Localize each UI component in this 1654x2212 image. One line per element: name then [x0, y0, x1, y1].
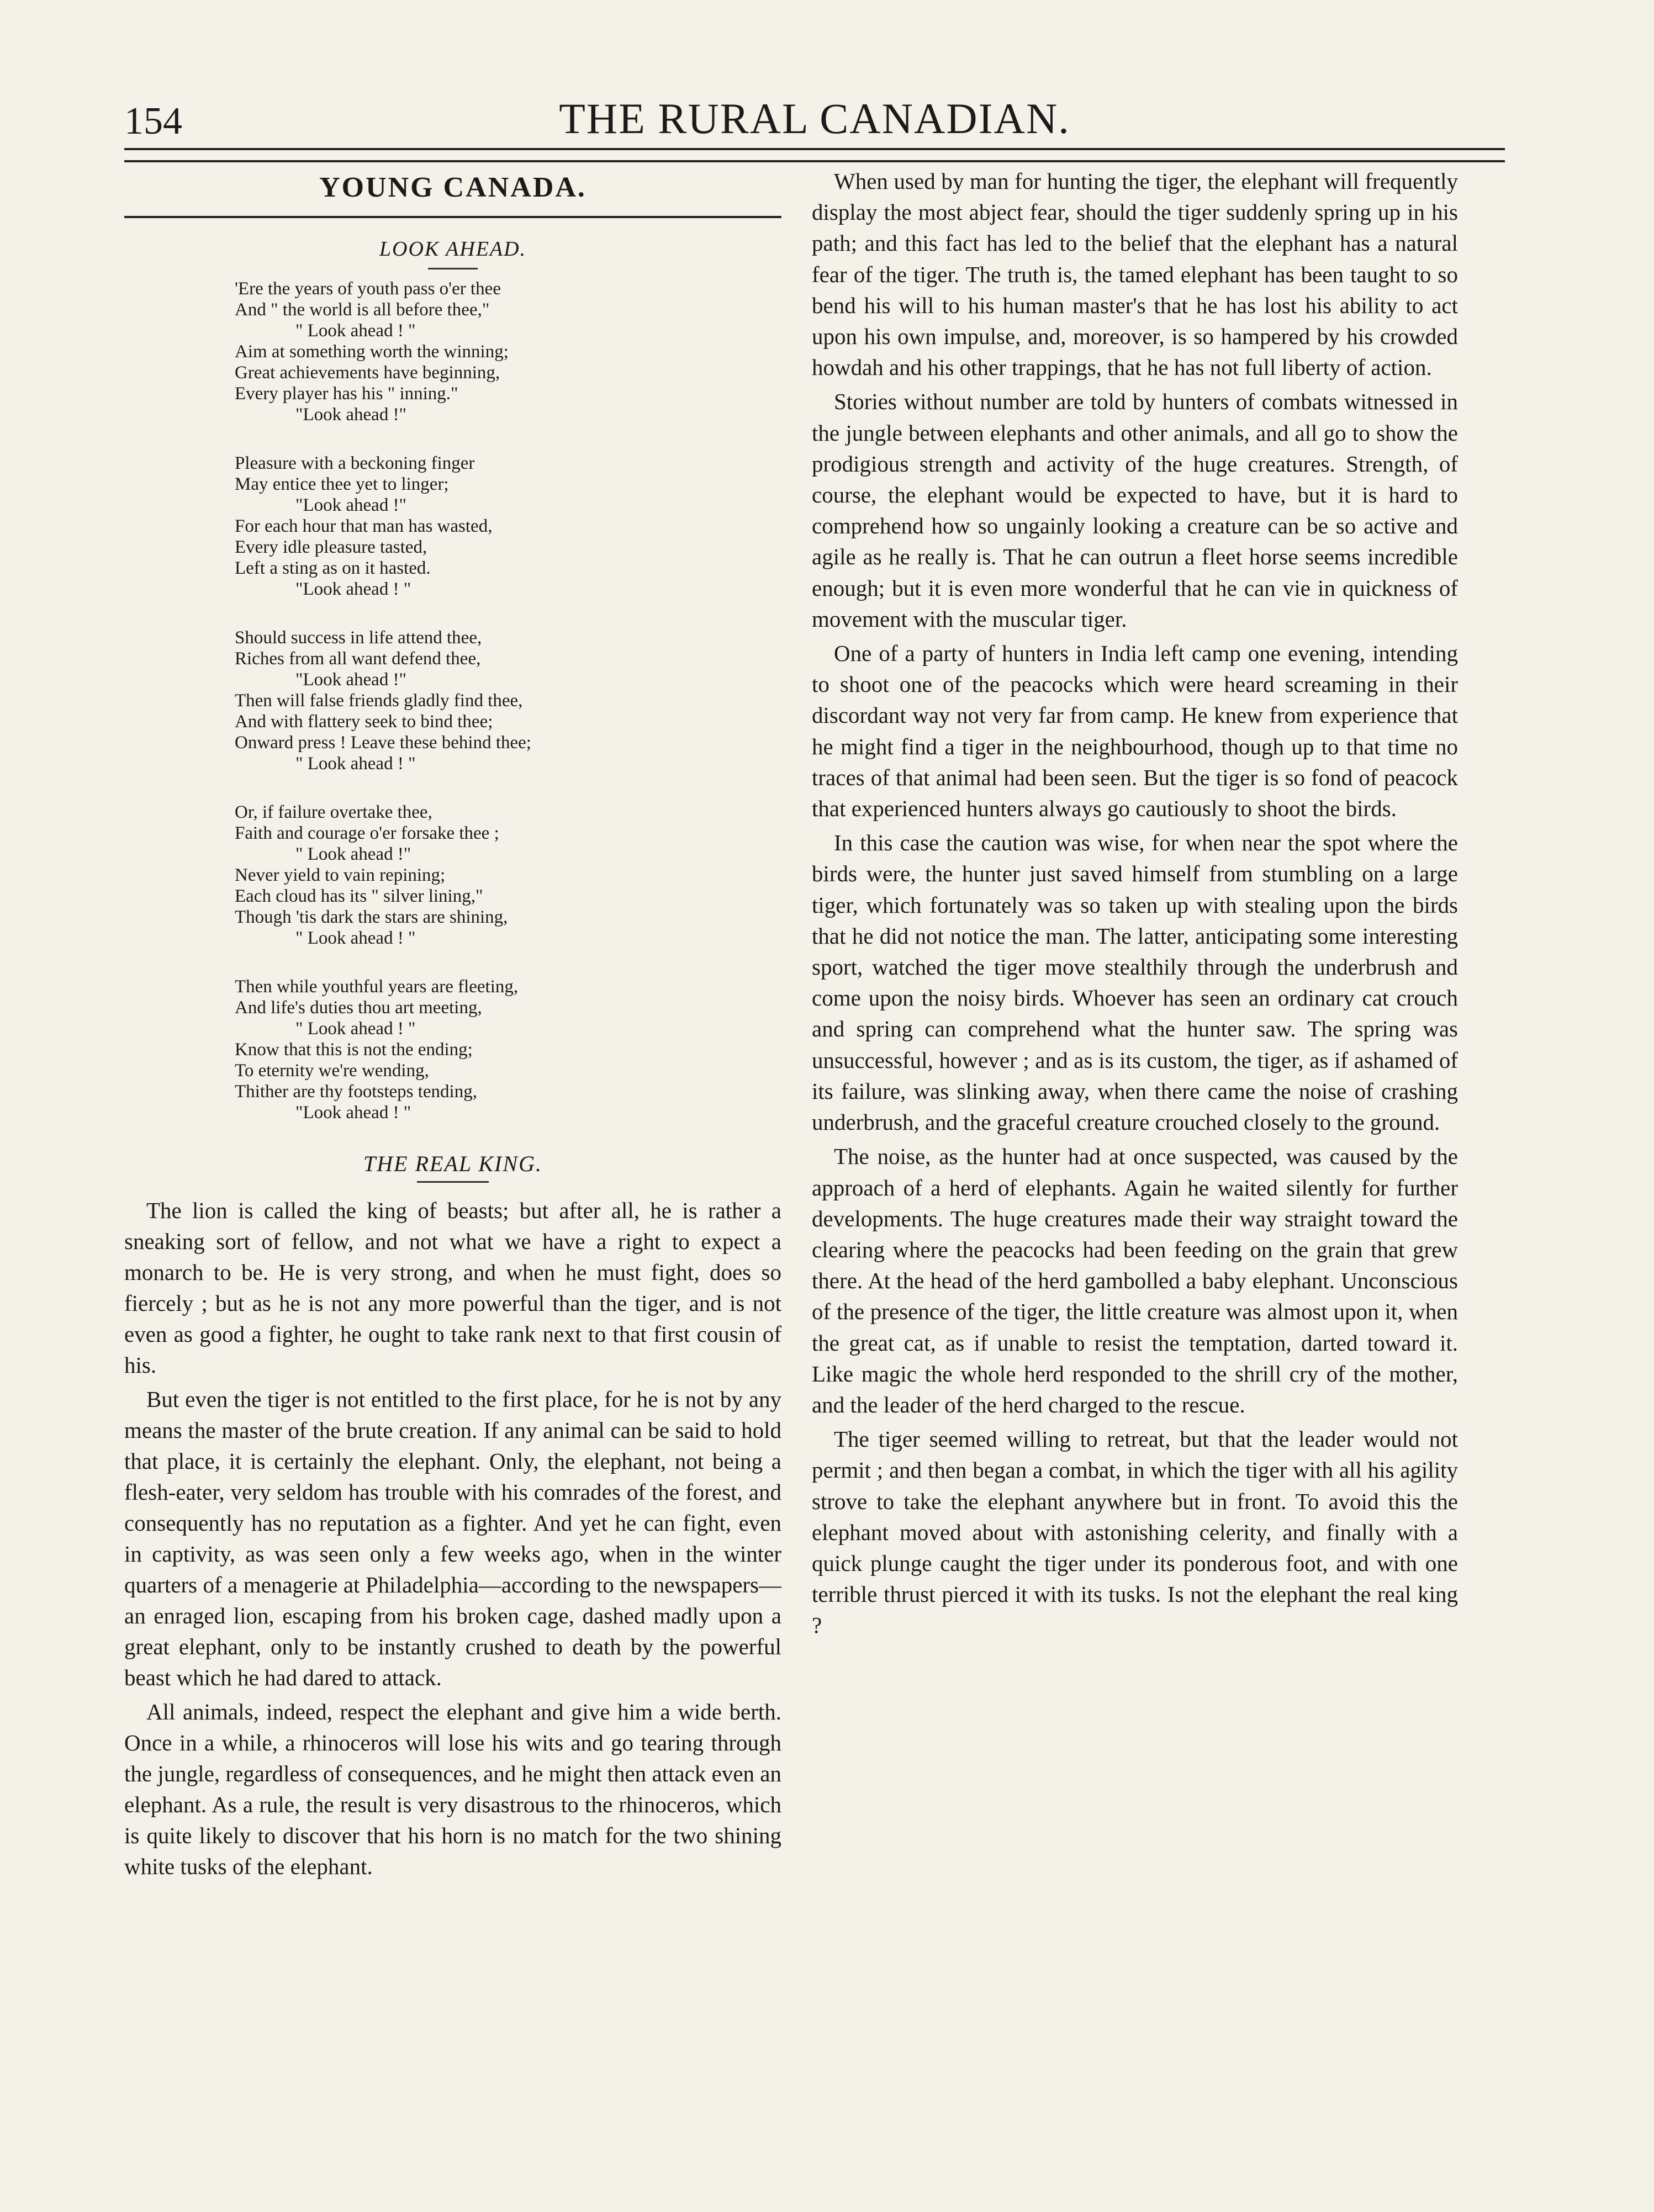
poem-line: May entice thee yet to linger; [235, 474, 449, 494]
poem-line: Or, if failure overtake thee, [235, 802, 432, 822]
poem-refrain: " Look ahead ! " [295, 1019, 416, 1039]
poem-line: Never yield to vain repining; [235, 865, 446, 885]
poem-line: Aim at something worth the winning; [235, 342, 509, 362]
poem-line: To eternity we're wending, [235, 1061, 429, 1081]
poem-stanza [235, 802, 781, 949]
article-paragraph: The tiger seemed willing to retreat, but that the leader would not permit ; and then began a combat, in which the tiger with all his agility strove to take the elephant anywhere but in front. To avoid this the elephant moved about with astonishing celerity, and finally with a quick plunge caught the tiger under its ponderous foot, and with one terrible thrust pierced it with its tusks. Is not the elephant the real king ? [812, 1426, 1458, 1638]
poem-line: Every idle pleasure tasted, [235, 537, 427, 557]
newspaper-title: THE RURAL CANADIAN. [559, 94, 1070, 142]
article-paragraph: Stories without number are told by hunters of combats witnessed in the jungle between elephants and other animals, and all go to show the prodigious strength and activity of the huge creatures. Strength, of course, the elephant would be expected to have, but it is hard to comprehend how so ungainly looking a creature can be so active and agile as he really is. That he can outrun a fleet horse seems incredible enough; but it is even more wonderful that he can vie in quickness of movement with the muscular tiger. [812, 389, 1458, 632]
poem-line: Onward press ! Leave these behind thee; [235, 733, 531, 753]
poem-title-rule [428, 268, 478, 269]
poem-refrain: " Look ahead ! " [295, 928, 416, 948]
poem-refrain: " Look ahead !" [295, 844, 411, 864]
poem-line: And " the world is all before thee," [235, 300, 490, 320]
poem-line: Know that this is not the ending; [235, 1040, 473, 1060]
poem-line: And with flattery seek to bind thee; [235, 712, 493, 732]
header-rule [124, 148, 1505, 162]
poem-line: Then while youthful years are fleeting, [235, 977, 519, 997]
page-number: 154 [124, 100, 182, 142]
article-paragraph: In this case the caution was wise, for when near the spot where the birds were, the hunter just saved himself from stumbling on a large tiger, which fortunately was so taken up with stealing upon the birds that he did not notice the man. The latter, anticipating some interesting sport, watched the tiger move stealthily through the underbrush and come upon the noisy birds. Whoever has seen an ordinary cat crouch and spring can comprehend what the hunter saw. The spring was unsuccessful, however ; and as is its custom, the tiger, as if ashamed of its failure, was slinking away, when there came the noise of crashing underbrush, and the graceful creature crouched closely to the ground. [812, 830, 1458, 1135]
poem-line: 'Ere the years of youth pass o'er thee [235, 279, 501, 299]
poem-refrain: "Look ahead !" [295, 670, 407, 690]
poem-refrain: " Look ahead ! " [295, 754, 416, 774]
article-paragraph: The noise, as the hunter had at once suspected, was caused by the approach of a herd of elephants. Again he waited silently for further developments. The huge creatures made their way straight toward the clearing where the peacocks had been feeding on the grain that grew there. At the head of the herd gambolled a baby elephant. Unconscious of the presence of the tiger, the little creature was almost upon it, when the great cat, as if unable to resist the temptation, darted toward it. Like magic the whole herd responded to the shrill cry of the mother, and the leader of the herd charged to the rescue. [812, 1144, 1458, 1417]
poem-refrain: "Look ahead ! " [295, 579, 411, 599]
right-column [812, 166, 1458, 1644]
poem-line: Riches from all want defend thee, [235, 649, 481, 669]
poem-line: Should success in life attend thee, [235, 628, 482, 648]
poem-stanza [235, 976, 781, 1123]
poem-line: Pleasure with a beckoning finger [235, 453, 475, 473]
poem [124, 278, 781, 1123]
story-title-rule [417, 1181, 489, 1183]
article-paragraph: One of a party of hunters in India left camp one evening, intending to shoot one of the peacocks which were heard screaming in their discordant way not very far from camp. He knew from experience that he might find a tiger in the neighbourhood, though up to that time no traces of that animal had been seen. But the tiger is so fond of peacock that experienced hunters always go cautiously to shoot the birds. [812, 641, 1458, 822]
poem-refrain: "Look ahead ! " [295, 1103, 411, 1123]
poem-line: And life's duties thou art meeting, [235, 998, 482, 1018]
article-paragraph: All animals, indeed, respect the elephant and give him a wide berth. Once in a while, a rhinoceros will lose his wits and go tearing through the jungle, regardless of consequences, and he might then attack even an elephant. As a rule, the result is very disastrous to the rhinoceros, which is quite likely to discover that his horn is no match for the two shining white tusks of the elephant. [124, 1699, 781, 1879]
poem-line: Thither are thy footsteps tending, [235, 1082, 477, 1102]
section-rule [124, 216, 781, 218]
poem-refrain: "Look ahead !" [295, 495, 407, 515]
poem-line: Faith and courage o'er forsake thee ; [235, 823, 499, 843]
poem-stanza [235, 627, 781, 774]
poem-line: Great achievements have beginning, [235, 363, 500, 383]
poem-stanza [235, 278, 781, 425]
article-paragraph: But even the tiger is not entitled to the first place, for he is not by any means the master of the brute creation. If any animal can be said to hold that place, it is certainly the elephant. Only, the elephant, not being a flesh-eater, very seldom has trouble with his comrades of the forest, and consequently has no reputation as a fighter. And yet he can fight, even in captivity, as was seen only a few weeks ago, when in the winter quarters of a menagerie at Philadelphia—according to the newspapers—an enraged lion, escaping from his broken cage, dashed madly upon a great elephant, only to be instantly crushed to death by the powerful beast which he had dared to attack. [124, 1387, 781, 1690]
poem-line: For each hour that man has wasted, [235, 516, 493, 536]
poem-line: Left a sting as on it hasted. [235, 558, 431, 578]
page-header [124, 83, 1505, 144]
article-paragraph: The lion is called the king of beasts; but after all, he is rather a sneaking sort of fellow, and not what we have a right to expect a monarch to be. He is very strong, and when he must fight, does so fiercely ; but as he is not any more powerful than the tiger, and is not even as good a fighter, he ought to take rank next to that first cousin of his. [124, 1198, 781, 1378]
story-title: THE REAL KING. [363, 1151, 542, 1176]
section-title: YOUNG CANADA. [319, 172, 586, 203]
left-column [124, 166, 781, 1885]
poem-line: Then will false friends gladly find thee, [235, 691, 523, 711]
poem-line: Though 'tis dark the stars are shining, [235, 907, 508, 927]
poem-line: Each cloud has its " silver lining," [235, 886, 483, 906]
poem-stanza [235, 453, 781, 600]
poem-title: LOOK AHEAD. [379, 237, 527, 261]
poem-line: Every player has his " inning." [235, 384, 458, 404]
poem-refrain: "Look ahead !" [295, 405, 407, 425]
article-paragraph: When used by man for hunting the tiger, the elephant will frequently display the most abject fear, should the tiger suddenly spring up in his path; and this fact has led to the belief that the elephant has a natural fear of the tiger. The truth is, the tamed elephant has been taught to so bend his will to his human master's that he has lost his ability to act upon his own impulse, and, moreover, is so hampered by his crowded howdah and his other trappings, that he has not full liberty of action. [812, 168, 1458, 380]
poem-refrain: " Look ahead ! " [295, 321, 416, 341]
